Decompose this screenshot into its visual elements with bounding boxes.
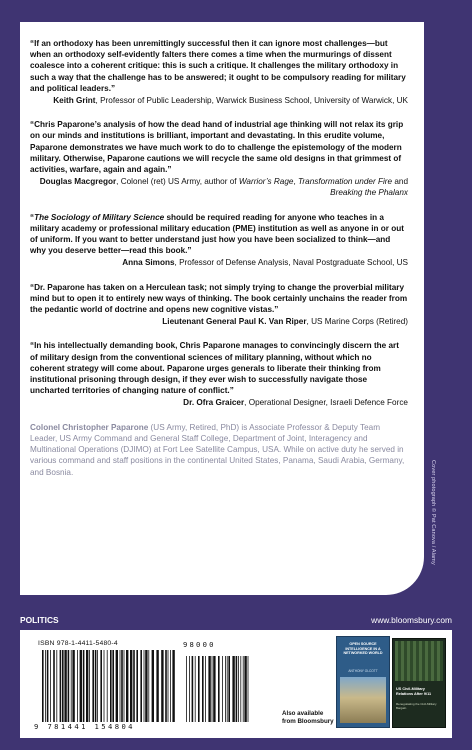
also-available-label	[282, 710, 334, 726]
quote-attribution	[30, 176, 408, 198]
quote-author-role: , Operational Designer, Israeli Defence Force	[244, 398, 408, 408]
related-book-subtitle: Renegotiating the Civil-Military Bargain	[396, 702, 437, 710]
quote-attribution	[30, 257, 408, 268]
isbn-label: ISBN 978-1-4411-5480-4	[38, 640, 118, 647]
quote-author-role: , US Marine Corps (Retired)	[306, 317, 408, 327]
book-title-warriors-rage: Warrior’s Rage	[238, 177, 294, 187]
quote-text: “Dr. Paparone has taken on a Herculean task; not simply trying to change the proverbial military mind but to open it to entirely new ways of thinking. The book certainly unchains the reader from the pedantic world of doctrine and opens new cognitive vistas.”	[30, 282, 408, 315]
barcode-digits: 9 781441 154804	[34, 722, 135, 731]
barcode-image	[36, 650, 252, 722]
separator: ,	[293, 177, 299, 187]
book-title-phalanx: Breaking the Phalanx	[330, 188, 408, 198]
quote-block-grint	[30, 38, 408, 106]
related-book-cover-osint	[336, 636, 390, 728]
quote-author: Lieutenant General Paul K. Van Riper	[162, 317, 307, 327]
barcode-addon-digits: 98000	[183, 640, 216, 649]
blurb-content	[30, 38, 408, 478]
quote-text: “If an orthodoxy has been unremittingly successful then it can ignore most challenges—but when an orthodoxy self-evidently falters there comes a time when the murmurings of dissent coalesce into a coherent critique: this is such a critique. It challenges the military orthodoxy in such a way that the challenge has to be answered; it ought to be compulsory reading for military and political leaders.”	[30, 39, 406, 93]
isbn-block	[28, 636, 252, 732]
related-book-cover-civil-military	[392, 638, 446, 728]
publisher-url: www.bloomsbury.com	[371, 615, 452, 625]
related-book-author: ANTHONY OLCOTT	[348, 669, 378, 673]
quote-text: “Chris Paparone’s analysis of how the dead hand of industrial age thinking will not relax its grip on our minds and institutions is brilliant, important and devastating. In this erudite volume, Paparone demonstrates we have much work to do to challenge the epistemology of the modern military. Otherwise, Paparone cautions we will recycle the same old designs in that grimmest of activities, warfare, again and again.”	[30, 120, 404, 175]
quote-attribution	[30, 316, 408, 327]
barcode-panel	[20, 630, 452, 738]
quote-block-graicer	[30, 340, 408, 408]
quote-attribution	[30, 397, 408, 408]
subject-bar	[20, 613, 452, 627]
subject-category: POLITICS	[20, 615, 59, 625]
quote-author-role: , Professor of Public Leadership, Warwick Business School, University of Warwick, UK	[95, 96, 408, 106]
related-book-title: OPEN SOURCE INTELLIGENCE IN A NETWORKED WORLD	[343, 642, 383, 656]
quote-author: Keith Grint	[53, 96, 96, 106]
photo-credit: Cover photograph © Pat Canova / Alamy	[430, 460, 436, 565]
author-bio	[30, 422, 408, 478]
also-available-line2: from Bloomsbury	[282, 718, 334, 725]
quote-text-body: should be required reading for anyone who teaches in a military academy or professional military education (PME) institution as well as anyone in or out of uniform. If you want to better understand just how you have been socialized to think—and why you deserve better—read this book.”	[30, 212, 404, 256]
quote-author-role: , Professor of Defense Analysis, Naval Postgraduate School, US	[174, 258, 408, 268]
quote-author: Anna Simons	[122, 258, 175, 268]
quote-block-macgregor	[30, 119, 408, 198]
quote-text: “In his intellectually demanding book, Chris Paparone manages to convincingly discern the art of military design from the conventional sciences of military planning, without which no coherent strategy will come about. Paparone urges generals to liberate their thinking from institutional prisoning through design, if they ever wish to successfully navigate those uncharted territories of changing nature of conflict.”	[30, 341, 399, 396]
quote-author-role: , Colonel (ret) US Army, author of	[116, 177, 239, 187]
quote-block-simons	[30, 212, 408, 269]
quote-author: Douglas Macgregor	[39, 177, 117, 187]
also-available-line1: Also available	[282, 710, 324, 717]
book-title-reference: The Sociology of Military Science	[34, 212, 165, 222]
book-title-transformation: Transformation under Fire	[298, 177, 393, 187]
related-book-photo	[340, 677, 386, 723]
quote-block-van-riper	[30, 282, 408, 328]
author-bio-name: Colonel Christopher Paparone	[30, 422, 149, 432]
related-book-photo	[395, 641, 443, 681]
separator: and	[392, 177, 408, 187]
author-bio-text: (US Army, Retired, PhD) is Associate Professor & Deputy Team Leader, US Army Command and General Staff College, Department of Joint, Interagency and Multinational Operations (DJIMO) at Fort Lee Satellite Campus, USA. While on active duty he served in various command and staff positions in the continental United States, Panama, Saudi Arabia, Germany, and Bosnia.	[30, 422, 405, 477]
quote-text	[30, 212, 408, 257]
quote-author: Dr. Ofra Graicer	[183, 398, 245, 408]
quote-attribution	[30, 95, 408, 106]
related-book-title: US Civil-Military Relations After 9/11	[396, 687, 432, 696]
quote-open-mark: “	[30, 212, 35, 222]
